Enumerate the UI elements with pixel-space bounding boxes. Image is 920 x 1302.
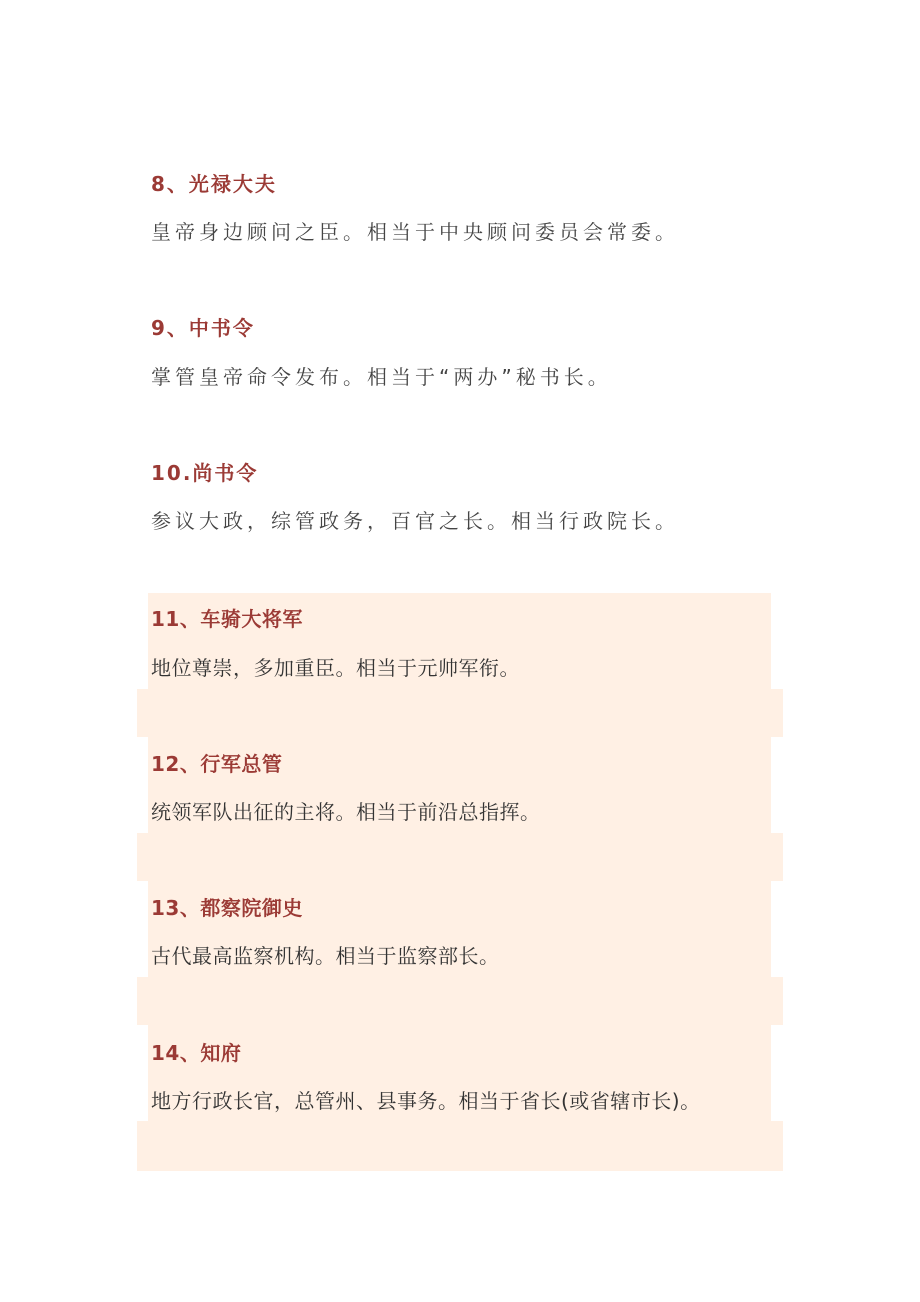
entry-title: 10.尚书令 (151, 461, 259, 485)
entry-description: 地方行政长官，总管州、县事务。相当于省长(或省辖市长)。 (151, 1089, 701, 1113)
entry-title: 13、都察院御史 (151, 896, 303, 920)
entry-description: 参议大政，综管政务，百官之长。相当行政院长。 (151, 509, 679, 533)
entry-title: 11、车骑大将军 (151, 607, 303, 631)
highlight-band-14 (137, 1121, 783, 1171)
entry-title: 12、行军总管 (151, 752, 283, 776)
entry-title: 9、中书令 (151, 316, 255, 340)
highlight-band-11 (137, 689, 783, 737)
entry-title: 8、光禄大夫 (151, 172, 277, 196)
entry-description: 地位尊崇，多加重臣。相当于元帅军衔。 (151, 656, 520, 680)
entry-title: 14、知府 (151, 1041, 242, 1065)
highlight-band-12 (137, 833, 783, 881)
entry-description: 古代最高监察机构。相当于监察部长。 (151, 944, 500, 968)
highlight-band-13 (137, 977, 783, 1025)
entry-description: 统领军队出征的主将。相当于前沿总指挥。 (151, 800, 541, 824)
entry-description: 掌管皇帝命令发布。相当于“两办”秘书长。 (151, 365, 612, 389)
entry-description: 皇帝身边顾问之臣。相当于中央顾问委员会常委。 (151, 220, 679, 244)
